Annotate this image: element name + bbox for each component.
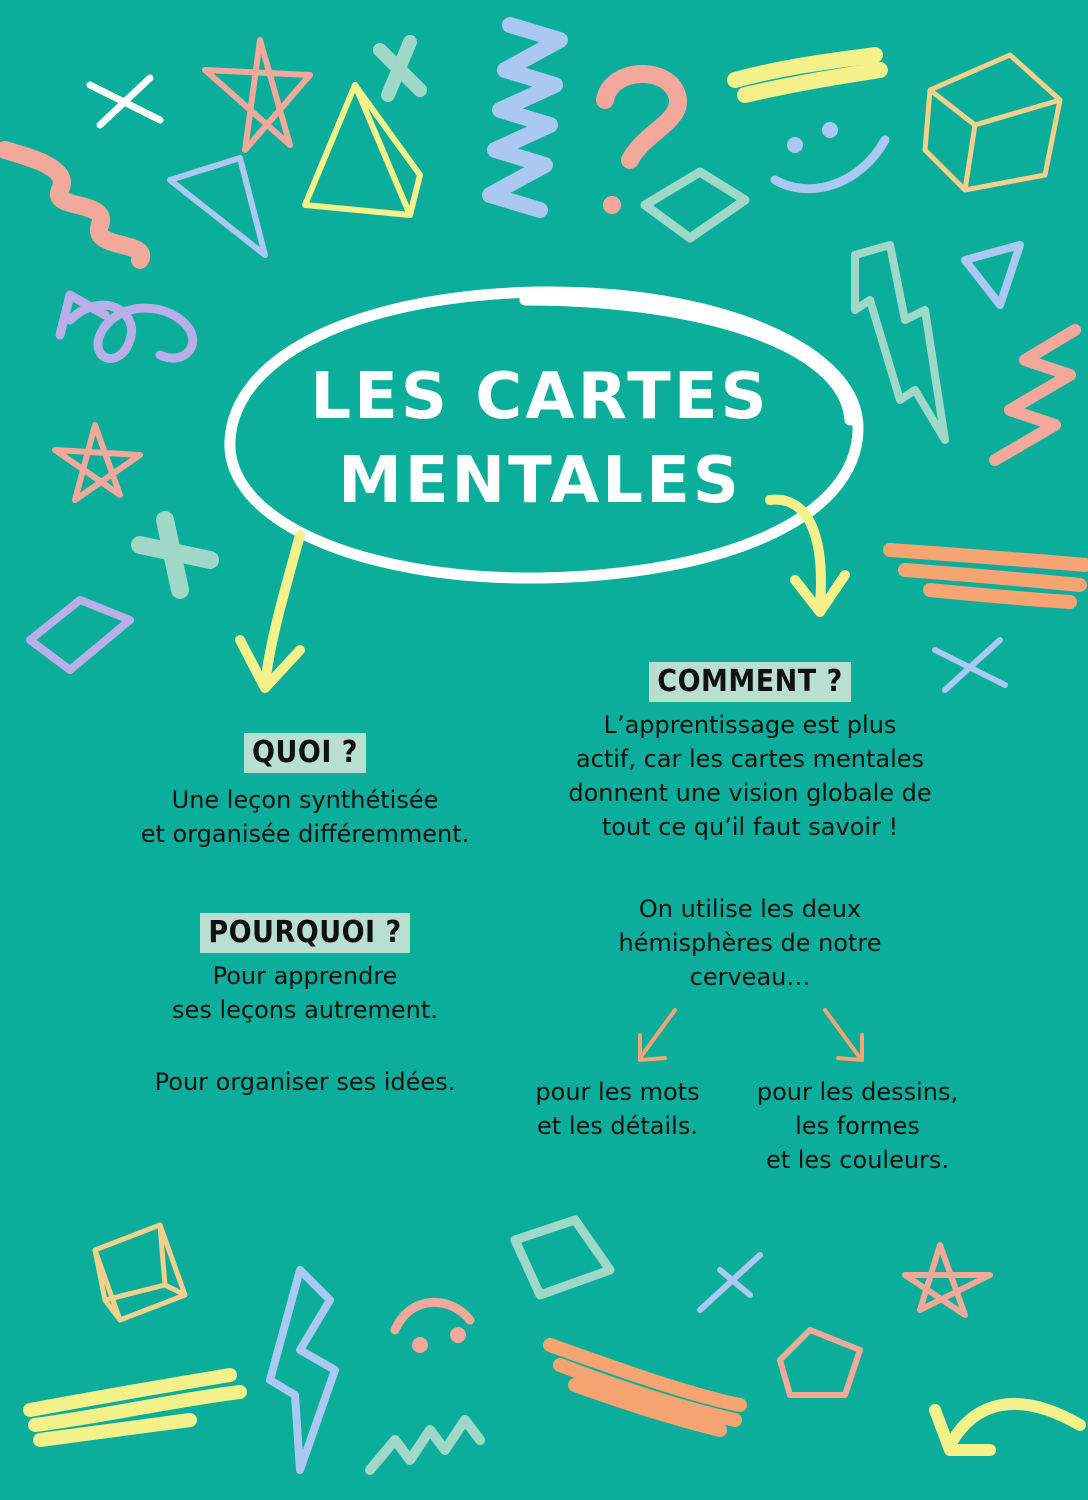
smiley-icon bbox=[775, 122, 885, 189]
cross-icon bbox=[140, 520, 210, 590]
star-icon bbox=[205, 40, 310, 150]
lightning-icon bbox=[855, 245, 945, 440]
cross-icon bbox=[90, 78, 160, 125]
quoi-text-line: et organisée différemment. bbox=[140, 820, 470, 848]
comment-text-line: actif, car les cartes mentales bbox=[575, 745, 925, 773]
diamond-icon bbox=[515, 1220, 610, 1295]
cube-icon bbox=[95, 1225, 185, 1320]
left-hemisphere-line: pour les mots bbox=[535, 1078, 700, 1106]
arrow-icon bbox=[640, 1010, 675, 1060]
diamond-icon bbox=[645, 172, 745, 238]
cube-icon bbox=[925, 55, 1060, 190]
triangle-icon bbox=[170, 158, 265, 255]
zigzag-icon bbox=[490, 25, 560, 210]
zigzag-icon bbox=[5, 150, 141, 260]
zigzag-icon bbox=[370, 1420, 480, 1470]
triangle-icon bbox=[965, 245, 1020, 305]
left-hemisphere-text bbox=[510, 1075, 725, 1143]
star-icon bbox=[55, 425, 140, 500]
cross-icon bbox=[380, 42, 420, 95]
comment-text-line: L’apprentissage est plus bbox=[603, 711, 897, 739]
comment-label: COMMENT ? bbox=[649, 662, 850, 702]
right-hemisphere-line: pour les dessins, bbox=[756, 1078, 959, 1106]
scribble-icon bbox=[890, 550, 1085, 602]
hemispheres-line: hémisphères de notre bbox=[618, 929, 882, 957]
pourquoi-text bbox=[120, 959, 490, 1027]
pourquoi-text-line: Pour apprendre bbox=[212, 962, 398, 990]
question-mark-dot-icon bbox=[603, 196, 621, 214]
comment-section bbox=[545, 662, 955, 844]
pourquoi-text-line: ses leçons autrement. bbox=[172, 996, 438, 1024]
pourquoi-label: POURQUOI ? bbox=[200, 913, 409, 953]
title-line-1: LES CARTES bbox=[310, 360, 770, 434]
scribble-icon bbox=[550, 1345, 740, 1430]
question-mark-icon bbox=[605, 74, 678, 160]
right-hemisphere-text bbox=[735, 1075, 980, 1177]
diamond-icon bbox=[780, 1330, 860, 1395]
right-hemisphere-line: et les couleurs. bbox=[765, 1146, 950, 1174]
comment-text-line: tout ce qu’il faut savoir ! bbox=[601, 813, 899, 841]
comment-text bbox=[545, 708, 955, 844]
hemispheres-line: cerveau… bbox=[689, 963, 811, 991]
scribble-icon bbox=[735, 55, 880, 95]
cross-icon bbox=[700, 1255, 760, 1310]
zigzag-icon bbox=[995, 330, 1075, 460]
quoi-text-line: Une leçon synthétisée bbox=[171, 786, 439, 814]
right-hemisphere-line: les formes bbox=[795, 1112, 920, 1140]
pourquoi-section bbox=[120, 913, 490, 1099]
quoi-text bbox=[120, 783, 490, 851]
arrow-icon bbox=[935, 1404, 1080, 1450]
diamond-icon bbox=[30, 600, 130, 670]
smiley-icon bbox=[395, 1302, 470, 1353]
spiral-icon bbox=[70, 305, 193, 358]
pourquoi-extra: Pour organiser ses idées. bbox=[154, 1068, 456, 1096]
arrow-icon bbox=[825, 1010, 862, 1060]
comment-text-line: donnent une vision globale de bbox=[568, 779, 932, 807]
quoi-label: QUOI ? bbox=[244, 733, 366, 773]
title-line-2: MENTALES bbox=[338, 444, 742, 518]
scribble-icon bbox=[30, 1375, 240, 1440]
quoi-section bbox=[120, 733, 490, 851]
lightning-icon bbox=[270, 1270, 335, 1470]
hemispheres-text bbox=[545, 892, 955, 994]
hemispheres-line: On utilise les deux bbox=[638, 895, 862, 923]
star-icon bbox=[905, 1245, 990, 1315]
arrow-icon bbox=[240, 535, 300, 688]
page-title bbox=[260, 355, 820, 523]
left-hemisphere-line: et les détails. bbox=[537, 1112, 698, 1140]
pyramid-icon bbox=[305, 85, 420, 215]
